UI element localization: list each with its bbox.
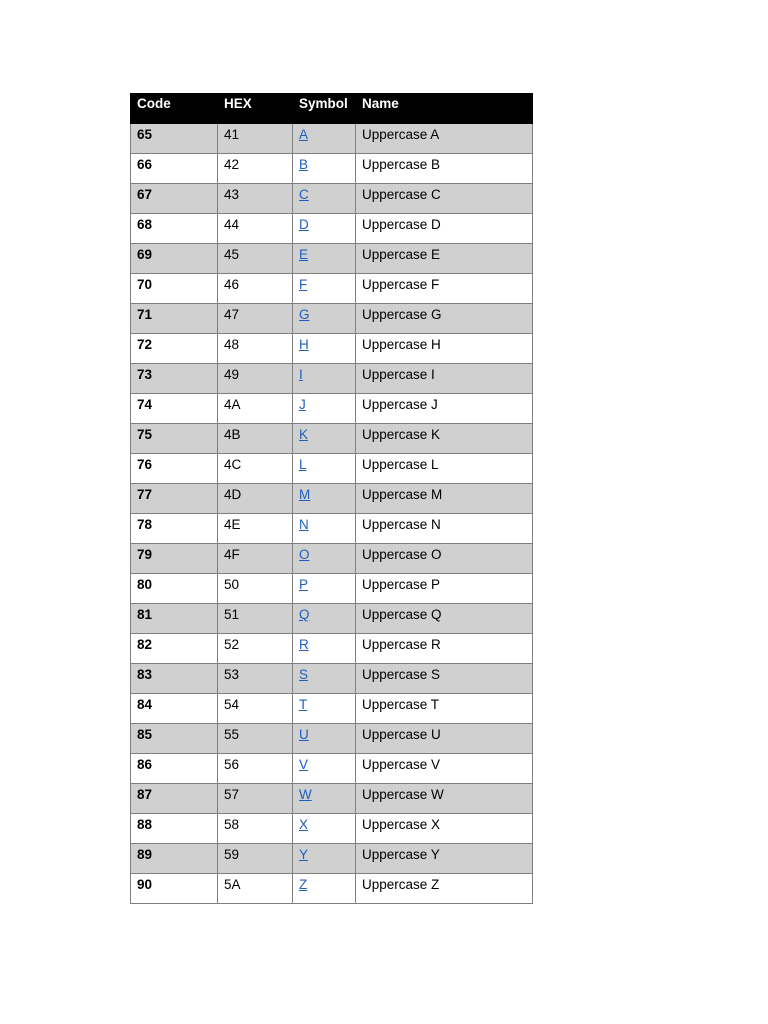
name-cell-text: Uppercase U bbox=[362, 727, 441, 742]
name-cell-text: Uppercase E bbox=[362, 247, 441, 262]
hex-cell-text: 4B bbox=[224, 427, 241, 442]
symbol-link[interactable]: M bbox=[299, 487, 311, 502]
symbol-wrapper bbox=[299, 694, 307, 714]
symbol-cell bbox=[293, 394, 356, 424]
symbol-wrapper bbox=[299, 184, 309, 204]
hex-cell-text: 4E bbox=[224, 517, 241, 532]
symbol-link[interactable]: X bbox=[299, 817, 309, 832]
symbol-link[interactable]: H bbox=[299, 337, 309, 352]
code-cell-text: 73 bbox=[137, 367, 153, 382]
hex-cell bbox=[218, 664, 293, 694]
table-row bbox=[131, 724, 533, 754]
symbol-cell bbox=[293, 754, 356, 784]
hex-cell bbox=[218, 784, 293, 814]
name-cell-text: Uppercase X bbox=[362, 817, 441, 832]
symbol-wrapper bbox=[299, 394, 306, 414]
name-cell-text: Uppercase W bbox=[362, 787, 444, 802]
hex-cell-text: 49 bbox=[224, 367, 240, 382]
table-row bbox=[131, 694, 533, 724]
symbol-cell bbox=[293, 454, 356, 484]
name-cell bbox=[356, 154, 533, 184]
name-cell-text: Uppercase N bbox=[362, 517, 441, 532]
hex-cell bbox=[218, 754, 293, 784]
code-cell-text: 88 bbox=[137, 817, 153, 832]
symbol-cell bbox=[293, 514, 356, 544]
name-cell bbox=[356, 784, 533, 814]
hex-cell-text: 50 bbox=[224, 577, 240, 592]
name-cell bbox=[356, 724, 533, 754]
code-cell-text: 76 bbox=[137, 457, 153, 472]
code-cell bbox=[131, 154, 218, 184]
table-row bbox=[131, 214, 533, 244]
symbol-wrapper bbox=[299, 364, 303, 384]
name-cell bbox=[356, 394, 533, 424]
hex-cell-text: 42 bbox=[224, 157, 240, 172]
code-cell-text: 65 bbox=[137, 127, 153, 142]
name-cell bbox=[356, 574, 533, 604]
symbol-cell bbox=[293, 484, 356, 514]
symbol-link[interactable]: N bbox=[299, 517, 309, 532]
code-cell bbox=[131, 694, 218, 724]
code-cell-text: 80 bbox=[137, 577, 153, 592]
hex-cell bbox=[218, 334, 293, 364]
symbol-link[interactable]: J bbox=[299, 397, 306, 412]
name-cell bbox=[356, 514, 533, 544]
symbol-link[interactable]: W bbox=[299, 787, 312, 802]
name-cell-text: Uppercase M bbox=[362, 487, 443, 502]
symbol-link[interactable]: I bbox=[299, 367, 303, 382]
name-cell bbox=[356, 874, 533, 904]
table-row bbox=[131, 454, 533, 484]
symbol-cell bbox=[293, 874, 356, 904]
code-cell-text: 67 bbox=[137, 187, 153, 202]
symbol-wrapper bbox=[299, 634, 309, 654]
symbol-wrapper bbox=[299, 664, 308, 684]
hex-cell-text: 4F bbox=[224, 547, 240, 562]
symbol-cell bbox=[293, 784, 356, 814]
hex-cell bbox=[218, 124, 293, 154]
symbol-link[interactable]: Z bbox=[299, 877, 308, 892]
name-cell-text: Uppercase G bbox=[362, 307, 442, 322]
symbol-wrapper bbox=[299, 844, 308, 864]
symbol-cell bbox=[293, 274, 356, 304]
code-cell-text: 89 bbox=[137, 847, 153, 862]
symbol-wrapper bbox=[299, 454, 307, 474]
symbol-wrapper bbox=[299, 334, 309, 354]
symbol-wrapper bbox=[299, 304, 310, 324]
symbol-link[interactable]: L bbox=[299, 457, 307, 472]
code-cell-text: 75 bbox=[137, 427, 153, 442]
symbol-link[interactable]: T bbox=[299, 697, 308, 712]
hex-cell bbox=[218, 634, 293, 664]
code-cell bbox=[131, 124, 218, 154]
table-row bbox=[131, 154, 533, 184]
symbol-wrapper bbox=[299, 544, 310, 564]
code-cell-text: 71 bbox=[137, 307, 153, 322]
table-row bbox=[131, 634, 533, 664]
symbol-cell bbox=[293, 304, 356, 334]
hex-cell bbox=[218, 724, 293, 754]
symbol-cell bbox=[293, 724, 356, 754]
name-cell-text: Uppercase A bbox=[362, 127, 440, 142]
code-cell-text: 84 bbox=[137, 697, 153, 712]
symbol-wrapper bbox=[299, 604, 310, 624]
code-cell bbox=[131, 424, 218, 454]
name-cell bbox=[356, 184, 533, 214]
name-cell-text: Uppercase O bbox=[362, 547, 442, 562]
name-cell-text: Uppercase L bbox=[362, 457, 439, 472]
hex-cell-text: 48 bbox=[224, 337, 240, 352]
hex-cell-text: 4C bbox=[224, 457, 242, 472]
code-cell-text: 77 bbox=[137, 487, 153, 502]
code-cell bbox=[131, 544, 218, 574]
name-cell bbox=[356, 604, 533, 634]
header-name-label: Name bbox=[362, 96, 399, 111]
symbol-wrapper bbox=[299, 514, 309, 534]
symbol-wrapper bbox=[299, 784, 312, 804]
hex-cell-text: 53 bbox=[224, 667, 240, 682]
header-symbol-label: Symbol bbox=[299, 96, 348, 111]
table-row bbox=[131, 814, 533, 844]
symbol-cell bbox=[293, 634, 356, 664]
symbol-link[interactable]: Q bbox=[299, 607, 310, 622]
header-hex-label: HEX bbox=[224, 96, 252, 111]
hex-cell-text: 44 bbox=[224, 217, 240, 232]
code-cell-text: 79 bbox=[137, 547, 153, 562]
hex-cell bbox=[218, 154, 293, 184]
hex-cell-text: 41 bbox=[224, 127, 240, 142]
symbol-cell bbox=[293, 364, 356, 394]
name-cell bbox=[356, 244, 533, 274]
hex-cell bbox=[218, 454, 293, 484]
symbol-link[interactable]: S bbox=[299, 667, 309, 682]
symbol-link[interactable]: D bbox=[299, 217, 309, 232]
hex-cell-text: 58 bbox=[224, 817, 240, 832]
code-cell bbox=[131, 724, 218, 754]
symbol-wrapper bbox=[299, 874, 307, 894]
table-row bbox=[131, 334, 533, 364]
header-hex bbox=[218, 94, 293, 124]
name-cell-text: Uppercase H bbox=[362, 337, 441, 352]
symbol-link[interactable]: B bbox=[299, 157, 309, 172]
name-cell bbox=[356, 304, 533, 334]
name-cell-text: Uppercase Y bbox=[362, 847, 440, 862]
code-cell bbox=[131, 364, 218, 394]
hex-cell-text: 46 bbox=[224, 277, 240, 292]
name-cell-text: Uppercase Z bbox=[362, 877, 440, 892]
code-cell-text: 85 bbox=[137, 727, 153, 742]
hex-cell-text: 56 bbox=[224, 757, 240, 772]
code-cell bbox=[131, 334, 218, 364]
hex-cell bbox=[218, 694, 293, 724]
symbol-wrapper bbox=[299, 214, 309, 234]
name-cell bbox=[356, 844, 533, 874]
hex-cell-text: 51 bbox=[224, 607, 240, 622]
hex-cell-text: 47 bbox=[224, 307, 240, 322]
hex-cell bbox=[218, 304, 293, 334]
code-cell bbox=[131, 244, 218, 274]
symbol-cell bbox=[293, 844, 356, 874]
table-row bbox=[131, 784, 533, 814]
name-cell-text: Uppercase C bbox=[362, 187, 441, 202]
code-cell bbox=[131, 874, 218, 904]
table-row bbox=[131, 244, 533, 274]
hex-cell bbox=[218, 544, 293, 574]
code-cell-text: 70 bbox=[137, 277, 153, 292]
symbol-wrapper bbox=[299, 574, 308, 594]
table-row bbox=[131, 544, 533, 574]
header-symbol bbox=[293, 94, 356, 124]
table-body bbox=[131, 124, 533, 904]
table-header bbox=[131, 94, 533, 124]
table-row bbox=[131, 274, 533, 304]
symbol-cell bbox=[293, 814, 356, 844]
hex-cell-text: 52 bbox=[224, 637, 240, 652]
symbol-link[interactable]: Y bbox=[299, 847, 309, 862]
code-cell bbox=[131, 814, 218, 844]
symbol-link[interactable]: R bbox=[299, 637, 309, 652]
name-cell-text: Uppercase S bbox=[362, 667, 441, 682]
code-cell bbox=[131, 274, 218, 304]
symbol-cell bbox=[293, 214, 356, 244]
code-cell bbox=[131, 604, 218, 634]
symbol-link[interactable]: G bbox=[299, 307, 310, 322]
symbol-wrapper bbox=[299, 484, 310, 504]
table-row bbox=[131, 484, 533, 514]
hex-cell bbox=[218, 604, 293, 634]
table-row bbox=[131, 394, 533, 424]
symbol-wrapper bbox=[299, 274, 307, 294]
code-cell-text: 90 bbox=[137, 877, 153, 892]
symbol-cell bbox=[293, 184, 356, 214]
name-cell bbox=[356, 814, 533, 844]
header-code bbox=[131, 94, 218, 124]
table-row bbox=[131, 844, 533, 874]
symbol-link[interactable]: V bbox=[299, 757, 309, 772]
symbol-link[interactable]: U bbox=[299, 727, 309, 742]
header-row bbox=[131, 94, 533, 124]
name-cell-text: Uppercase D bbox=[362, 217, 441, 232]
hex-cell bbox=[218, 574, 293, 604]
symbol-cell bbox=[293, 544, 356, 574]
name-cell bbox=[356, 694, 533, 724]
name-cell-text: Uppercase R bbox=[362, 637, 441, 652]
code-cell-text: 69 bbox=[137, 247, 153, 262]
code-cell bbox=[131, 634, 218, 664]
symbol-wrapper bbox=[299, 154, 308, 174]
table-row bbox=[131, 364, 533, 394]
name-cell-text: Uppercase I bbox=[362, 367, 435, 382]
header-name bbox=[356, 94, 533, 124]
code-cell bbox=[131, 454, 218, 484]
symbol-cell bbox=[293, 574, 356, 604]
name-cell bbox=[356, 424, 533, 454]
name-cell bbox=[356, 364, 533, 394]
symbol-cell bbox=[293, 334, 356, 364]
symbol-wrapper bbox=[299, 244, 308, 264]
symbol-link[interactable]: E bbox=[299, 247, 309, 262]
code-cell bbox=[131, 844, 218, 874]
hex-cell-text: 57 bbox=[224, 787, 240, 802]
name-cell-text: Uppercase T bbox=[362, 697, 440, 712]
name-cell bbox=[356, 544, 533, 574]
table-row bbox=[131, 664, 533, 694]
symbol-link[interactable]: O bbox=[299, 547, 310, 562]
hex-cell-text: 45 bbox=[224, 247, 240, 262]
symbol-cell bbox=[293, 694, 356, 724]
code-cell bbox=[131, 754, 218, 784]
name-cell bbox=[356, 754, 533, 784]
code-cell-text: 68 bbox=[137, 217, 153, 232]
symbol-wrapper bbox=[299, 124, 308, 144]
table-row bbox=[131, 754, 533, 784]
code-cell-text: 87 bbox=[137, 787, 153, 802]
hex-cell bbox=[218, 214, 293, 244]
name-cell bbox=[356, 214, 533, 244]
symbol-cell bbox=[293, 604, 356, 634]
hex-cell bbox=[218, 514, 293, 544]
hex-cell bbox=[218, 364, 293, 394]
code-cell-text: 81 bbox=[137, 607, 153, 622]
symbol-cell bbox=[293, 664, 356, 694]
symbol-wrapper bbox=[299, 814, 308, 834]
code-cell-text: 72 bbox=[137, 337, 153, 352]
code-cell bbox=[131, 574, 218, 604]
symbol-link[interactable]: K bbox=[299, 427, 309, 442]
name-cell-text: Uppercase J bbox=[362, 397, 438, 412]
header-code-label: Code bbox=[137, 96, 171, 111]
name-cell-text: Uppercase P bbox=[362, 577, 441, 592]
symbol-link[interactable]: P bbox=[299, 577, 309, 592]
symbol-cell bbox=[293, 244, 356, 274]
name-cell-text: Uppercase V bbox=[362, 757, 441, 772]
name-cell-text: Uppercase F bbox=[362, 277, 440, 292]
code-cell bbox=[131, 514, 218, 544]
name-cell bbox=[356, 334, 533, 364]
table-row bbox=[131, 124, 533, 154]
hex-cell bbox=[218, 814, 293, 844]
symbol-cell bbox=[293, 124, 356, 154]
hex-cell bbox=[218, 184, 293, 214]
code-cell-text: 86 bbox=[137, 757, 153, 772]
symbol-wrapper bbox=[299, 424, 308, 444]
name-cell-text: Uppercase Q bbox=[362, 607, 442, 622]
code-cell bbox=[131, 214, 218, 244]
ascii-table bbox=[130, 93, 533, 904]
hex-cell-text: 54 bbox=[224, 697, 240, 712]
hex-cell bbox=[218, 394, 293, 424]
hex-cell-text: 4A bbox=[224, 397, 241, 412]
name-cell bbox=[356, 454, 533, 484]
name-cell bbox=[356, 634, 533, 664]
hex-cell-text: 55 bbox=[224, 727, 240, 742]
hex-cell bbox=[218, 274, 293, 304]
symbol-cell bbox=[293, 154, 356, 184]
hex-cell bbox=[218, 844, 293, 874]
table-row bbox=[131, 604, 533, 634]
code-cell bbox=[131, 394, 218, 424]
code-cell bbox=[131, 184, 218, 214]
symbol-wrapper bbox=[299, 754, 308, 774]
code-cell-text: 66 bbox=[137, 157, 153, 172]
hex-cell bbox=[218, 244, 293, 274]
name-cell bbox=[356, 274, 533, 304]
code-cell bbox=[131, 784, 218, 814]
symbol-link[interactable]: F bbox=[299, 277, 308, 292]
table-row bbox=[131, 514, 533, 544]
hex-cell bbox=[218, 484, 293, 514]
code-cell-text: 74 bbox=[137, 397, 153, 412]
name-cell bbox=[356, 484, 533, 514]
hex-cell-text: 59 bbox=[224, 847, 240, 862]
name-cell-text: Uppercase B bbox=[362, 157, 441, 172]
name-cell bbox=[356, 664, 533, 694]
code-cell-text: 78 bbox=[137, 517, 153, 532]
code-cell bbox=[131, 664, 218, 694]
code-cell-text: 83 bbox=[137, 667, 153, 682]
code-cell bbox=[131, 484, 218, 514]
hex-cell bbox=[218, 874, 293, 904]
table-row bbox=[131, 304, 533, 334]
name-cell bbox=[356, 124, 533, 154]
name-cell-text: Uppercase K bbox=[362, 427, 441, 442]
hex-cell-text: 43 bbox=[224, 187, 240, 202]
symbol-link[interactable]: C bbox=[299, 187, 309, 202]
symbol-cell bbox=[293, 424, 356, 454]
symbol-wrapper bbox=[299, 724, 309, 744]
hex-cell-text: 5A bbox=[224, 877, 241, 892]
symbol-link[interactable]: A bbox=[299, 127, 309, 142]
table-row bbox=[131, 424, 533, 454]
hex-cell-text: 4D bbox=[224, 487, 242, 502]
code-cell bbox=[131, 304, 218, 334]
code-cell-text: 82 bbox=[137, 637, 153, 652]
table-row bbox=[131, 574, 533, 604]
table-row bbox=[131, 874, 533, 904]
hex-cell bbox=[218, 424, 293, 454]
table-row bbox=[131, 184, 533, 214]
